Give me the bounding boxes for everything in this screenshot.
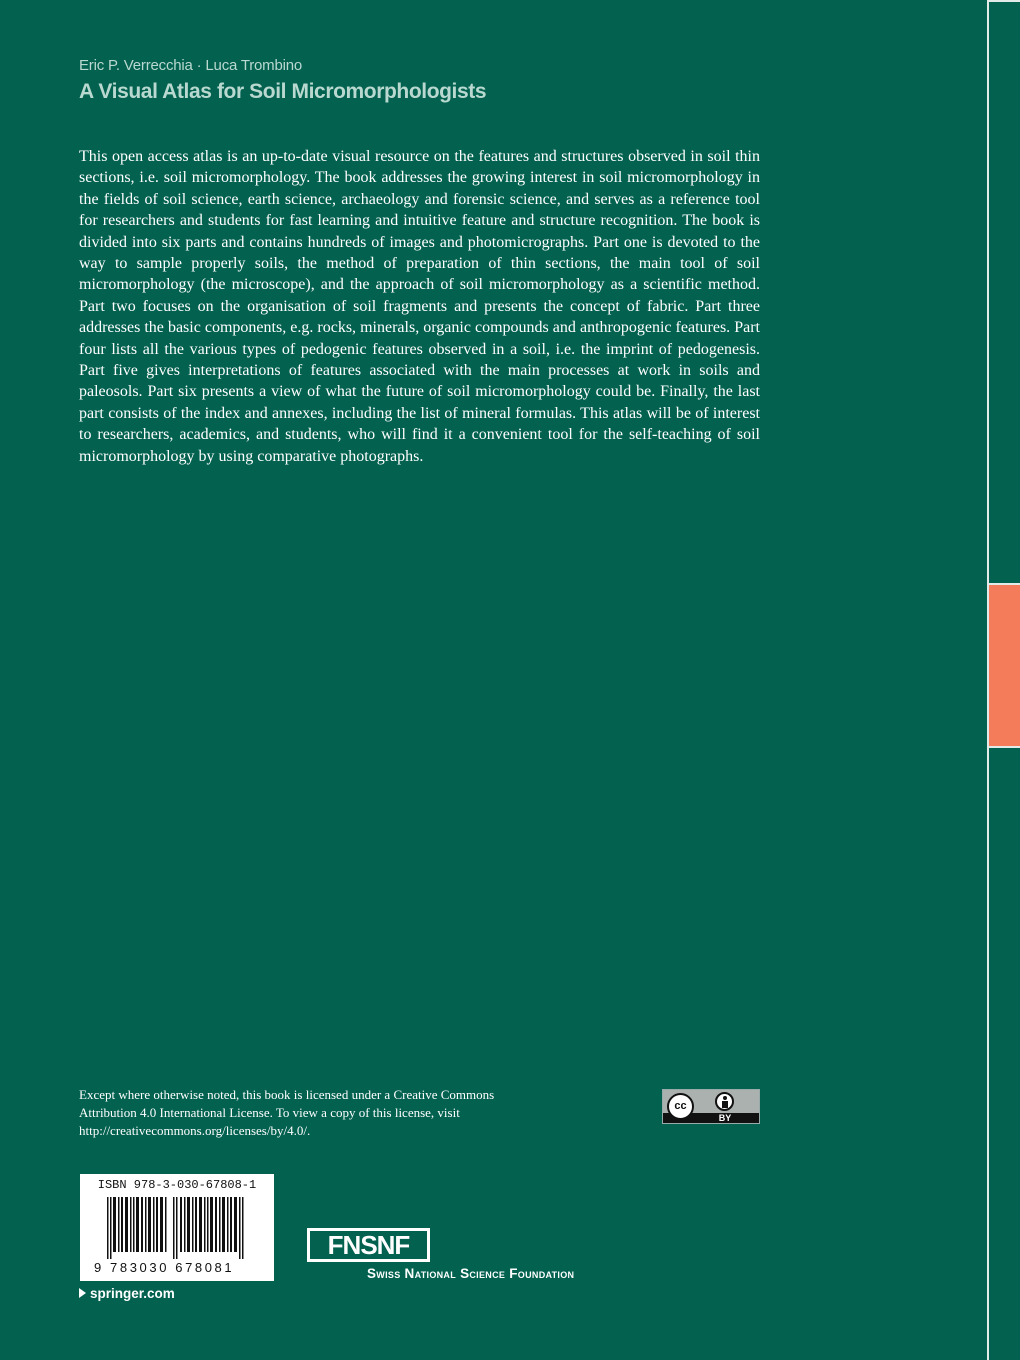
publisher-link[interactable] — [79, 1286, 175, 1301]
funder-name: Swiss National Science Foundation — [367, 1266, 575, 1281]
arrow-right-icon — [79, 1288, 86, 1298]
cc-by-label: BY — [718, 1113, 732, 1123]
cc-by-license-badge — [662, 1089, 760, 1124]
isbn-label: ISBN 978-3-030-67808-1 — [97, 1178, 257, 1192]
license-statement: Except where otherwise noted, this book is licensed under a Creative Commons Attribution 4.0 International License. To view a copy of this license, visit http://creativecommons.org/licenses/by/4.0/. — [79, 1087, 495, 1138]
attribution-person-icon — [715, 1092, 734, 1111]
spine-tick-top — [989, 0, 1020, 2]
spine-tick-lower — [989, 746, 1020, 748]
creative-commons-icon: cc — [667, 1093, 694, 1120]
isbn-digits: 9 783030 678081 — [94, 1260, 235, 1275]
author-names: Eric P. Verrecchia · Luca Trombino — [79, 57, 303, 74]
snf-logo — [307, 1228, 430, 1262]
spine-accent-tab — [989, 585, 1020, 746]
book-description: This open access atlas is an up-to-date visual resource on the features and structures observed in soil thin sections, i.e. soil micromorphology. The book addresses the growing interest in soil micromorphology in the fields of soil science, earth science, archaeology and forensic science, and serves as a reference tool for researchers and students for fast learning and intuitive feature and structure recognition. The book is divided into six parts and contains hundreds of images and photomicrographs. Part one is devoted to the way to sample properly soils, the method of preparation of thin sections, the main tool of soil micromorphology (the microscope), and the approach of soil micromorphology as a scientific method. Part two focuses on the organisation of soil fragments and presents the concept of fabric. Part three addresses the basic components, e.g. rocks, minerals, organic compounds and anthropogenic features. Part four lists all the various types of pedogenic features observed in a soil, i.e. the imprint of pedogenesis. Part five gives interpretations of features associated with the main processes at work in soils and paleosols. Part six presents a view of what the future of soil micromorphology could be. Finally, the last part consists of the index and annexes, including the list of mineral formulas. This atlas will be of interest to researchers, academics, and students, who will find it a convenient tool for the self-teaching of soil micromorphology by using comparative photographs. — [79, 148, 760, 465]
barcode-icon — [107, 1197, 247, 1259]
snf-logo-text: FNSNF — [327, 1230, 410, 1260]
isbn-barcode-block — [80, 1174, 274, 1281]
book-title: A Visual Atlas for Soil Micromorphologists — [79, 80, 487, 103]
publisher-url: springer.com — [90, 1286, 175, 1301]
